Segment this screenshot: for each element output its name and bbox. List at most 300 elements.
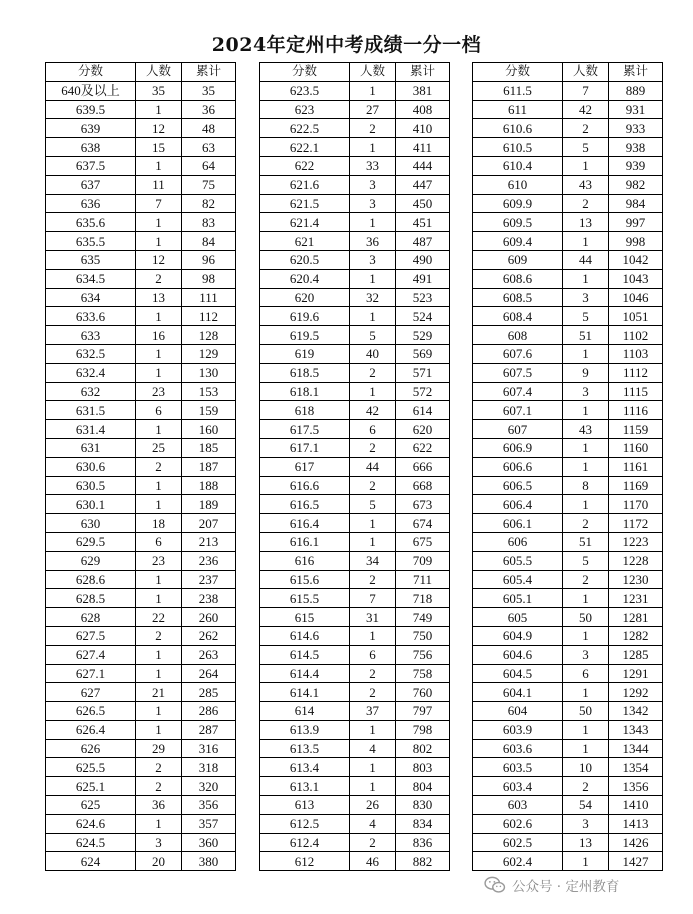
cumulative-cell: 111 — [182, 288, 236, 307]
table-row — [46, 288, 236, 307]
table-row — [473, 156, 663, 175]
count-cell: 1 — [563, 495, 609, 514]
score-cell: 602.6 — [473, 814, 563, 833]
count-cell: 3 — [563, 645, 609, 664]
count-cell: 51 — [563, 326, 609, 345]
score-cell: 619.5 — [260, 326, 350, 345]
cumulative-cell: 112 — [182, 307, 236, 326]
table-row — [473, 476, 663, 495]
score-cell: 603.9 — [473, 720, 563, 739]
cumulative-cell: 1342 — [609, 702, 663, 721]
table-row — [473, 626, 663, 645]
watermark — [484, 874, 619, 896]
cumulative-cell: 804 — [396, 777, 450, 796]
cumulative-cell: 834 — [396, 814, 450, 833]
table-row — [260, 796, 450, 815]
table-row — [260, 438, 450, 457]
score-cell: 607.1 — [473, 401, 563, 420]
table-header-row — [473, 63, 663, 82]
table-row — [46, 344, 236, 363]
count-cell: 2 — [350, 438, 396, 457]
score-cell: 626 — [46, 739, 136, 758]
table-row — [46, 833, 236, 852]
cumulative-cell: 1043 — [609, 269, 663, 288]
count-cell: 2 — [136, 457, 182, 476]
score-cell: 627 — [46, 683, 136, 702]
table-row — [473, 457, 663, 476]
count-cell: 54 — [563, 796, 609, 815]
table-row — [473, 532, 663, 551]
count-cell: 33 — [350, 156, 396, 175]
score-cell: 608.5 — [473, 288, 563, 307]
table-row — [260, 100, 450, 119]
count-cell: 42 — [563, 100, 609, 119]
table-row — [473, 420, 663, 439]
score-cell: 614 — [260, 702, 350, 721]
cumulative-cell: 35 — [182, 81, 236, 100]
table-row — [473, 363, 663, 382]
count-cell: 1 — [136, 664, 182, 683]
cumulative-cell: 411 — [396, 138, 450, 157]
wechat-icon — [484, 876, 506, 894]
cumulative-cell: 264 — [182, 664, 236, 683]
count-cell: 2 — [350, 363, 396, 382]
score-table-1 — [45, 62, 236, 871]
table-row — [473, 307, 663, 326]
cumulative-cell: 357 — [182, 814, 236, 833]
count-cell: 2 — [350, 476, 396, 495]
score-cell: 606.1 — [473, 514, 563, 533]
count-cell: 6 — [350, 645, 396, 664]
page-title: 2024年定州中考成绩一分一档 — [211, 34, 482, 56]
score-cell: 616 — [260, 551, 350, 570]
header-score: 分数 — [473, 63, 563, 82]
score-cell: 604 — [473, 702, 563, 721]
table-row — [260, 213, 450, 232]
cumulative-cell: 1285 — [609, 645, 663, 664]
score-cell: 617 — [260, 457, 350, 476]
table-row — [260, 382, 450, 401]
count-cell: 3 — [563, 814, 609, 833]
table-row — [46, 269, 236, 288]
table-row — [473, 232, 663, 251]
score-cell: 604.6 — [473, 645, 563, 664]
table-row — [46, 175, 236, 194]
score-table-3 — [472, 62, 663, 871]
score-cell: 616.4 — [260, 514, 350, 533]
count-cell: 20 — [136, 852, 182, 871]
score-cell: 627.1 — [46, 664, 136, 683]
count-cell: 35 — [136, 81, 182, 100]
table-row — [473, 777, 663, 796]
score-cell: 636 — [46, 194, 136, 213]
table-row — [260, 232, 450, 251]
count-cell: 29 — [136, 739, 182, 758]
score-cell: 607 — [473, 420, 563, 439]
count-cell: 2 — [563, 514, 609, 533]
count-cell: 2 — [350, 664, 396, 683]
score-cell: 621.6 — [260, 175, 350, 194]
score-cell: 626.4 — [46, 720, 136, 739]
cumulative-cell: 1292 — [609, 683, 663, 702]
score-cell: 611 — [473, 100, 563, 119]
score-cell: 626.5 — [46, 702, 136, 721]
count-cell: 1 — [563, 344, 609, 363]
table-row — [46, 777, 236, 796]
score-cell: 616.5 — [260, 495, 350, 514]
score-cell: 623.5 — [260, 81, 350, 100]
table-row — [260, 551, 450, 570]
score-cell: 612 — [260, 852, 350, 871]
table-row — [46, 495, 236, 514]
count-cell: 5 — [350, 495, 396, 514]
count-cell: 2 — [563, 777, 609, 796]
table-row — [260, 175, 450, 194]
cumulative-cell: 1413 — [609, 814, 663, 833]
cumulative-cell: 381 — [396, 81, 450, 100]
count-cell: 12 — [136, 250, 182, 269]
cumulative-cell: 675 — [396, 532, 450, 551]
cumulative-cell: 1169 — [609, 476, 663, 495]
count-cell: 11 — [136, 175, 182, 194]
table-row — [46, 476, 236, 495]
count-cell: 7 — [350, 589, 396, 608]
count-cell: 9 — [563, 363, 609, 382]
score-cell: 607.4 — [473, 382, 563, 401]
table-row — [473, 814, 663, 833]
count-cell: 15 — [136, 138, 182, 157]
count-cell: 3 — [136, 833, 182, 852]
count-cell: 1 — [563, 739, 609, 758]
score-cell: 615.6 — [260, 570, 350, 589]
table-row — [260, 777, 450, 796]
cumulative-cell: 491 — [396, 269, 450, 288]
cumulative-cell: 984 — [609, 194, 663, 213]
cumulative-cell: 185 — [182, 438, 236, 457]
table-row — [46, 438, 236, 457]
score-cell: 616.1 — [260, 532, 350, 551]
score-cell: 620 — [260, 288, 350, 307]
score-cell: 635.5 — [46, 232, 136, 251]
count-cell: 1 — [563, 156, 609, 175]
cumulative-cell: 750 — [396, 626, 450, 645]
table-row — [46, 720, 236, 739]
score-cell: 634.5 — [46, 269, 136, 288]
cumulative-cell: 450 — [396, 194, 450, 213]
count-cell: 51 — [563, 532, 609, 551]
score-cell: 617.1 — [260, 438, 350, 457]
table-row — [46, 307, 236, 326]
score-cell: 609.9 — [473, 194, 563, 213]
table-row — [473, 645, 663, 664]
cumulative-cell: 711 — [396, 570, 450, 589]
count-cell: 32 — [350, 288, 396, 307]
cumulative-cell: 718 — [396, 589, 450, 608]
cumulative-cell: 524 — [396, 307, 450, 326]
count-cell: 3 — [350, 250, 396, 269]
table-row — [260, 194, 450, 213]
table-row — [473, 250, 663, 269]
score-cell: 618 — [260, 401, 350, 420]
score-cell: 625.1 — [46, 777, 136, 796]
count-cell: 1 — [350, 626, 396, 645]
table-row — [260, 833, 450, 852]
cumulative-cell: 1354 — [609, 758, 663, 777]
count-cell: 2 — [350, 119, 396, 138]
score-cell: 603.4 — [473, 777, 563, 796]
score-cell: 635.6 — [46, 213, 136, 232]
cumulative-cell: 758 — [396, 664, 450, 683]
score-cell: 604.1 — [473, 683, 563, 702]
cumulative-cell: 159 — [182, 401, 236, 420]
count-cell: 50 — [563, 608, 609, 627]
count-cell: 13 — [563, 213, 609, 232]
cumulative-cell: 982 — [609, 175, 663, 194]
score-cell: 606 — [473, 532, 563, 551]
count-cell: 1 — [136, 344, 182, 363]
cumulative-cell: 188 — [182, 476, 236, 495]
count-cell: 12 — [136, 119, 182, 138]
cumulative-cell: 931 — [609, 100, 663, 119]
cumulative-cell: 236 — [182, 551, 236, 570]
table-row — [260, 326, 450, 345]
cumulative-cell: 802 — [396, 739, 450, 758]
score-cell: 609 — [473, 250, 563, 269]
count-cell: 2 — [563, 570, 609, 589]
count-cell: 2 — [350, 833, 396, 852]
count-cell: 31 — [350, 608, 396, 627]
table-row — [260, 363, 450, 382]
table-row — [260, 495, 450, 514]
count-cell: 1 — [136, 570, 182, 589]
table-row — [473, 702, 663, 721]
cumulative-cell: 189 — [182, 495, 236, 514]
table-row — [260, 608, 450, 627]
cumulative-cell: 207 — [182, 514, 236, 533]
count-cell: 1 — [563, 683, 609, 702]
table-row — [473, 269, 663, 288]
count-cell: 1 — [563, 269, 609, 288]
count-cell: 10 — [563, 758, 609, 777]
cumulative-cell: 285 — [182, 683, 236, 702]
cumulative-cell: 1231 — [609, 589, 663, 608]
table-row — [473, 213, 663, 232]
cumulative-cell: 529 — [396, 326, 450, 345]
count-cell: 1 — [136, 363, 182, 382]
count-cell: 2 — [563, 194, 609, 213]
count-cell: 1 — [350, 758, 396, 777]
table-row — [473, 833, 663, 852]
count-cell: 1 — [350, 138, 396, 157]
table-row — [260, 514, 450, 533]
count-cell: 1 — [136, 420, 182, 439]
count-cell: 6 — [136, 401, 182, 420]
table-row — [260, 401, 450, 420]
cumulative-cell: 380 — [182, 852, 236, 871]
header-cumulative: 累计 — [182, 63, 236, 82]
table-row — [260, 288, 450, 307]
count-cell: 13 — [563, 833, 609, 852]
score-cell: 606.4 — [473, 495, 563, 514]
score-cell: 610.6 — [473, 119, 563, 138]
score-cell: 629.5 — [46, 532, 136, 551]
score-cell: 637.5 — [46, 156, 136, 175]
table-row — [260, 138, 450, 157]
count-cell: 40 — [350, 344, 396, 363]
table-row — [260, 81, 450, 100]
count-cell: 1 — [136, 495, 182, 514]
cumulative-cell: 160 — [182, 420, 236, 439]
count-cell: 43 — [563, 420, 609, 439]
score-cell: 628.6 — [46, 570, 136, 589]
table-header-row — [46, 63, 236, 82]
count-cell: 1 — [350, 720, 396, 739]
cumulative-cell: 1051 — [609, 307, 663, 326]
score-cell: 613.1 — [260, 777, 350, 796]
count-cell: 1 — [136, 476, 182, 495]
cumulative-cell: 64 — [182, 156, 236, 175]
cumulative-cell: 622 — [396, 438, 450, 457]
table-row — [46, 81, 236, 100]
cumulative-cell: 356 — [182, 796, 236, 815]
table-row — [46, 363, 236, 382]
cumulative-cell: 1230 — [609, 570, 663, 589]
table-row — [46, 626, 236, 645]
cumulative-cell: 451 — [396, 213, 450, 232]
cumulative-cell: 1161 — [609, 457, 663, 476]
table-row — [473, 570, 663, 589]
header-cumulative: 累计 — [609, 63, 663, 82]
table-row — [473, 852, 663, 871]
table-row — [260, 570, 450, 589]
table-row — [260, 852, 450, 871]
score-cell: 637 — [46, 175, 136, 194]
header-cumulative: 累计 — [396, 63, 450, 82]
count-cell: 1 — [563, 626, 609, 645]
table-row — [260, 156, 450, 175]
score-cell: 615.5 — [260, 589, 350, 608]
count-cell: 46 — [350, 852, 396, 871]
count-cell: 1 — [136, 814, 182, 833]
count-cell: 50 — [563, 702, 609, 721]
cumulative-cell: 410 — [396, 119, 450, 138]
table-row — [260, 250, 450, 269]
score-cell: 630.5 — [46, 476, 136, 495]
table-row — [46, 420, 236, 439]
count-cell: 5 — [563, 551, 609, 570]
count-cell: 43 — [563, 175, 609, 194]
cumulative-cell: 674 — [396, 514, 450, 533]
count-cell: 1 — [350, 514, 396, 533]
score-cell: 611.5 — [473, 81, 563, 100]
cumulative-cell: 83 — [182, 213, 236, 232]
score-cell: 603.6 — [473, 739, 563, 758]
cumulative-cell: 1103 — [609, 344, 663, 363]
count-cell: 6 — [350, 420, 396, 439]
cumulative-cell: 620 — [396, 420, 450, 439]
count-cell: 1 — [350, 307, 396, 326]
cumulative-cell: 1343 — [609, 720, 663, 739]
table-row — [260, 269, 450, 288]
table-row — [473, 551, 663, 570]
count-cell: 7 — [563, 81, 609, 100]
cumulative-cell: 96 — [182, 250, 236, 269]
count-cell: 8 — [563, 476, 609, 495]
score-cell: 624 — [46, 852, 136, 871]
table-row — [260, 589, 450, 608]
score-cell: 619 — [260, 344, 350, 363]
score-cell: 622 — [260, 156, 350, 175]
cumulative-cell: 130 — [182, 363, 236, 382]
table-row — [473, 608, 663, 627]
cumulative-cell: 1112 — [609, 363, 663, 382]
score-cell: 639.5 — [46, 100, 136, 119]
cumulative-cell: 749 — [396, 608, 450, 627]
score-cell: 619.6 — [260, 307, 350, 326]
table-row — [46, 213, 236, 232]
score-cell: 625 — [46, 796, 136, 815]
count-cell: 7 — [136, 194, 182, 213]
score-cell: 639 — [46, 119, 136, 138]
score-cell: 608.6 — [473, 269, 563, 288]
table-row — [260, 739, 450, 758]
score-cell: 632.4 — [46, 363, 136, 382]
cumulative-cell: 490 — [396, 250, 450, 269]
cumulative-cell: 709 — [396, 551, 450, 570]
score-cell: 622.1 — [260, 138, 350, 157]
cumulative-cell: 238 — [182, 589, 236, 608]
cumulative-cell: 128 — [182, 326, 236, 345]
cumulative-cell: 260 — [182, 608, 236, 627]
count-cell: 1 — [350, 81, 396, 100]
cumulative-cell: 1281 — [609, 608, 663, 627]
cumulative-cell: 569 — [396, 344, 450, 363]
table-row — [260, 532, 450, 551]
cumulative-cell: 803 — [396, 758, 450, 777]
table-row — [46, 100, 236, 119]
count-cell: 4 — [350, 814, 396, 833]
score-cell: 640及以上 — [46, 81, 136, 100]
table-row — [46, 551, 236, 570]
count-cell: 22 — [136, 608, 182, 627]
cumulative-cell: 798 — [396, 720, 450, 739]
score-cell: 602.5 — [473, 833, 563, 852]
score-cell: 621.5 — [260, 194, 350, 213]
cumulative-cell: 830 — [396, 796, 450, 815]
cumulative-cell: 668 — [396, 476, 450, 495]
score-cell: 628.5 — [46, 589, 136, 608]
table-row — [260, 119, 450, 138]
table-row — [46, 570, 236, 589]
cumulative-cell: 1426 — [609, 833, 663, 852]
table-row — [46, 401, 236, 420]
header-count: 人数 — [350, 63, 396, 82]
count-cell: 2 — [136, 758, 182, 777]
count-cell: 2 — [136, 269, 182, 288]
score-cell: 607.5 — [473, 363, 563, 382]
table-row — [46, 645, 236, 664]
count-cell: 23 — [136, 551, 182, 570]
cumulative-cell: 836 — [396, 833, 450, 852]
cumulative-cell: 287 — [182, 720, 236, 739]
cumulative-cell: 1172 — [609, 514, 663, 533]
cumulative-cell: 673 — [396, 495, 450, 514]
table-row — [46, 119, 236, 138]
count-cell: 5 — [563, 307, 609, 326]
table-row — [260, 720, 450, 739]
header-count: 人数 — [563, 63, 609, 82]
score-cell: 635 — [46, 250, 136, 269]
